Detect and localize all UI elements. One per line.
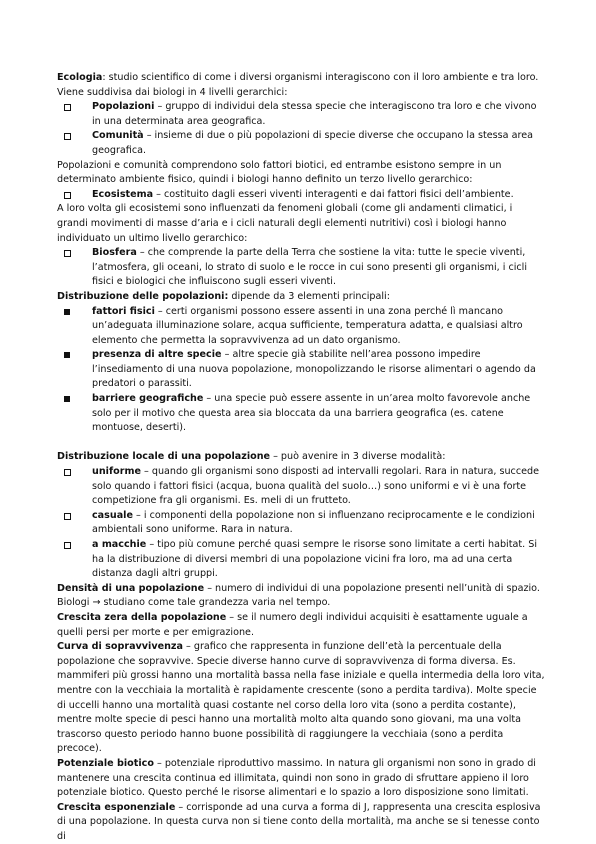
term-ecologia: Ecologia [57,72,103,83]
term-curva-sopravvivenza: Curva di sopravvivenza [57,641,183,653]
list-livelli-3 [57,246,545,290]
checkbox-bullet-icon [64,469,71,476]
checkbox-bullet-icon [64,542,71,549]
square-bullet-icon [64,396,70,402]
checkbox-bullet-icon [64,133,71,140]
list-item: casuale – i componenti della popolazione non si influenzano reciprocamente e le condizioni ambientali sono uniforme. Rara in natura. [57,509,545,538]
list-elementi [57,305,545,436]
list-item: Ecosistema – costituito dagli esseri viventi interagenti e dai fattori fisici dell’ambiente. [57,188,545,203]
list-item: barriere geografiche – una specie può essere assente in un’area molto favorevole anche solo per il motivo che questa area sia bloccata da una barriera geografica (es. catene montuose, deserti). [57,392,545,436]
paragraph-ecologia: Ecologia: studio scientifico di come i diversi organismi interagiscono con il loro ambiente e tra loro. Viene suddivisa dai biologi in 4 livelli gerarchici: [57,72,539,98]
paragraph-potenziale-biotico: Potenziale biotico – potenziale riproduttivo massimo. In natura gli organismi non sono in grado di mantenere una crescita continua ed illimitata, quindi non sono in grado di sfruttare appieno il loro potenziale biotico. Questo perché le risorse alimentari e lo spazio a loro disposizione sono limitati. [57,757,536,799]
list-item: a macchie – tipo più comune perché quasi sempre le risorse sono limitate a certi habitat. Si ha la distribuzione di diversi membri di una popolazione vicini fra loro, ma ad una certa distanza dagli altri gruppi. [57,538,545,582]
list-livelli-1 [57,100,545,158]
document-page [57,71,545,844]
square-bullet-icon [64,309,70,315]
checkbox-bullet-icon [64,513,71,520]
spacer [57,436,545,451]
checkbox-bullet-icon [64,192,71,199]
term-distribuzione: Distribuzione delle popolazioni: [57,290,229,302]
term-crescita-zera: Crescita zera della popolazione [57,611,227,623]
term-potenziale-biotico: Potenziale biotico [57,757,154,769]
list-item: uniforme – quando gli organismi sono disposti ad intervalli regolari. Rara in natura, succede solo quando i fattori fisici (acqua, buona qualità del suolo…) sono uniformi e vi è una forte competizione fra gli organismi. Es. meli di un frutteto. [57,465,545,509]
square-bullet-icon [64,352,70,358]
term-densita: Densità di una popolazione [57,582,205,594]
term-crescita-esponenziale: Crescita esponenziale [57,801,176,813]
paragraph: A loro volta gli ecosistemi sono influenzati da fenomeni globali (come gli andamenti climatici, i grandi movimenti di masse d’aria e i cicli naturali degli elementi nutritivi) così i biologi hanno individuato un ultimo livello gerarchico: [57,203,513,244]
paragraph-crescita-zera: Crescita zera della popolazione – se il numero degli individui acquisiti è esattamente uguale a quelli persi per morte e per emigrazione. [57,611,528,638]
checkbox-bullet-icon [64,250,71,257]
term-distribuzione-locale: Distribuzione locale di una popolazione [57,451,271,463]
checkbox-bullet-icon [64,104,71,111]
paragraph: Popolazioni e comunità comprendono solo fattori biotici, ed entrambe esistono sempre in un determinato ambiente fisico, quindi i biologi hanno definito un terzo livello gerarchico: [57,159,502,186]
paragraph-crescita-esponenziale: Crescita esponenziale – corrisponde ad una curva a forma di J, rappresenta una crescita esplosiva di una popolazione. In questa curva non si tiene conto della mortalità, ma anche se si tenesse conto di [57,801,541,842]
list-livelli-2 [57,188,545,203]
paragraph-distribuzione: Distribuzione delle popolazioni: dipende da 3 elementi principali: [57,290,390,302]
list-modalita [57,465,545,582]
list-item: fattori fisici – certi organismi possono essere assenti in una zona perché lì mancano un’adeguata illuminazione solare, acqua sufficiente, temperatura adatta, e qualsiasi altro elemento che permetta la sopravvivenza ad un dato organismo. [57,305,545,349]
paragraph-distribuzione-locale: Distribuzione locale di una popolazione – può avenire in 3 diverse modalità: [57,451,446,463]
paragraph-curva-sopravvivenza: Curva di sopravvivenza – grafico che rappresenta in funzione dell’età la percentuale della popolazione che sopravvive. Specie diverse hanno curve di sopravvivenza di forma diversa. Es. mammiferi più grossi hanno una mortalità bassa nella fase iniziale e quella intermedia della loro vita, mentre con la vecchiaia la mortalità è rapidamente crescente (sono a perdita tardiva). Molte specie di uccelli hanno una mortalità quasi costante nel corso della loro vita (sono a perdita costante), mentre molte specie di pesci hanno una mortalità molto alta quando sono giovani, ma una volta trascorso questo periodo hanno buone possibilità di raggiungere la vecchiaia (sono a perdita precoce). [57,641,545,755]
list-item: Popolazioni – gruppo di individui dela stessa specie che interagiscono tra loro e che vivono in una determinata area geografica. [57,100,545,129]
list-item: presenza di altre specie – altre specie già stabilite nell’area possono impedire l’insediamento di una nuova popolazione, monopolizzando le risorse alimentari o agendo da predatori o parassiti. [57,348,545,392]
paragraph-densita: Densità di una popolazione – numero di individui di una popolazione presenti nell’unità di spazio. Biologi → studiano come tale grandezza varia nel tempo. [57,582,540,609]
list-item: Biosfera – che comprende la parte della Terra che sostiene la vita: tutte le specie viventi, l’atmosfera, gli oceani, lo strato di suolo e le rocce in cui sono presenti gli organismi, i cicli fisici e biologici che influiscono sugli esseri viventi. [57,246,545,290]
list-item: Comunità – insieme di due o più popolazioni di specie diverse che occupano la stessa area geografica. [57,129,545,158]
